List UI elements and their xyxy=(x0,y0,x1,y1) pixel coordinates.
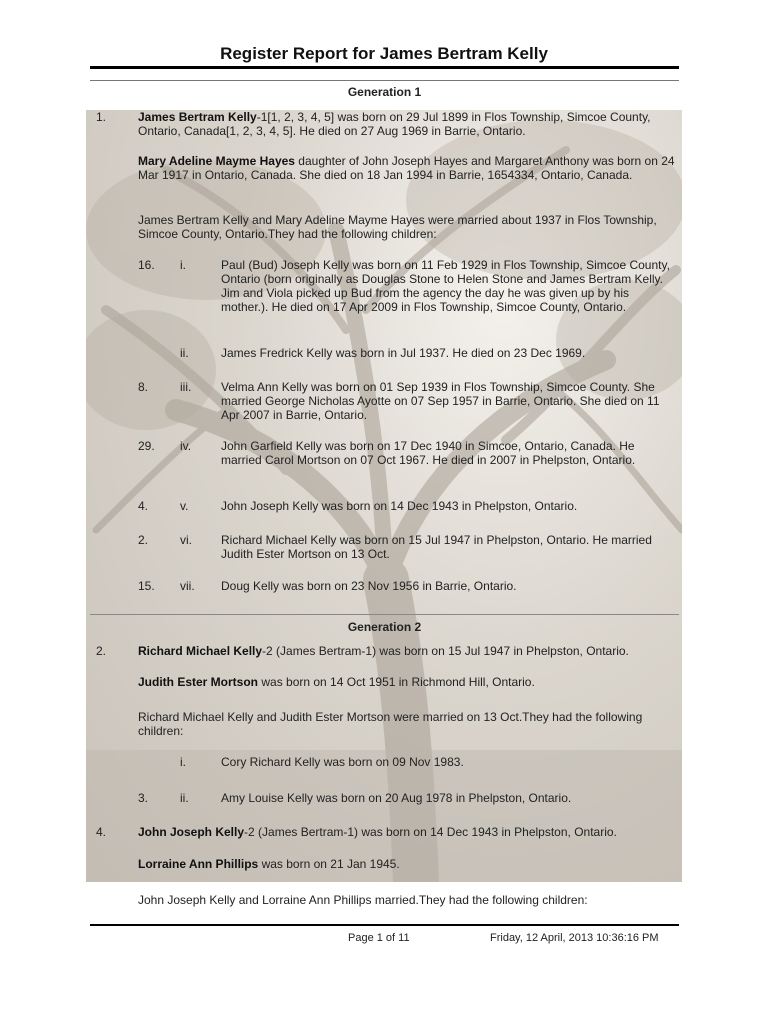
child-text: Doug Kelly was born on 23 Nov 1956 in Barrie, Ontario. xyxy=(221,579,517,593)
spouse-entry xyxy=(138,154,678,182)
person-details: -2 (James Bertram-1) was born on 15 Jul 1947 in Phelpston, Ontario. xyxy=(262,644,629,658)
child-roman: iii. xyxy=(180,380,192,394)
child-text: John Garfield Kelly was born on 17 Dec 1940 in Simcoe, Ontario, Canada. He married Carol Mortson on 07 Oct 1967. He died in 2007 in Phelpston, Ontario. xyxy=(221,439,636,467)
person-name: John Joseph Kelly xyxy=(138,825,245,839)
spouse-entry xyxy=(138,675,678,689)
person-entry xyxy=(138,825,678,839)
spouse-name: Judith Ester Mortson xyxy=(138,675,259,689)
child-number: 3. xyxy=(138,791,149,805)
marriage-text: James Bertram Kelly and Mary Adeline Mayme Hayes were married about 1937 in Flos Township, Simcoe County, Ontario.They had the following children: xyxy=(138,213,657,241)
child-text: Paul (Bud) Joseph Kelly was born on 11 Feb 1929 in Flos Township, Simcoe County, Ontario (born originally as Douglas Stone to Helen Stone and James Bertram Kelly. Jim and Viola picked up Bud from the agency the day he was given up by his mother.). He died on 17 Apr 2009 in Flos Township, Simcoe County, Ontario. xyxy=(221,258,670,314)
title-rule-thin xyxy=(90,80,679,81)
child-text: Richard Michael Kelly was born on 15 Jul 1947 in Phelpston, Ontario. He married Judith Ester Mortson on 13 Oct. xyxy=(221,533,652,561)
generation-1-heading: Generation 1 xyxy=(347,85,422,99)
person-name: Richard Michael Kelly xyxy=(138,644,263,658)
child-text: Amy Louise Kelly was born on 20 Aug 1978 in Phelpston, Ontario. xyxy=(221,791,572,805)
child-roman: i. xyxy=(180,755,186,769)
person-entry xyxy=(138,644,678,658)
person-name: James Bertram Kelly xyxy=(138,110,257,124)
child-number: 15. xyxy=(138,579,155,593)
person-details: -1[1, 2, 3, 4, 5] was born on 29 Jul 1899 in Flos Township, Simcoe County, Ontario, Canada[1, 2, 3, 4, 5]. He died on 27 Aug 1969 in Barrie, Ontario. xyxy=(138,110,651,138)
spouse-name: Mary Adeline Mayme Hayes xyxy=(138,154,295,168)
child-text: Velma Ann Kelly was born on 01 Sep 1939 in Flos Township, Simcoe County. She married George Nicholas Ayotte on 07 Sep 1957 in Barrie, Ontario. She died on 11 Apr 2007 in Barrie, Ontario. xyxy=(221,380,660,422)
report-date: Friday, 12 April, 2013 10:36:16 PM xyxy=(490,932,659,944)
child-roman: vi. xyxy=(180,533,192,547)
spouse-details: was born on 14 Oct 1951 in Richmond Hill, Ontario. xyxy=(258,675,535,689)
page-number: Page 1 of 11 xyxy=(348,932,410,944)
child-roman: v. xyxy=(180,499,189,513)
spouse-details: was born on 21 Jan 1945. xyxy=(258,857,400,871)
spouse-name: Lorraine Ann Phillips xyxy=(138,857,259,871)
child-number: 16. xyxy=(138,258,155,272)
child-text: Cory Richard Kelly was born on 09 Nov 1983. xyxy=(221,755,464,769)
child-roman: ii. xyxy=(180,346,189,360)
spouse-entry xyxy=(138,857,678,871)
generation-2-heading: Generation 2 xyxy=(347,620,422,634)
child-number: 29. xyxy=(138,439,155,453)
entry-number: 4. xyxy=(96,825,107,839)
child-number: 4. xyxy=(138,499,149,513)
child-roman: vii. xyxy=(180,579,195,593)
title-rule xyxy=(90,66,679,69)
entry-number: 2. xyxy=(96,644,107,658)
child-text: James Fredrick Kelly was born in Jul 1937. He died on 23 Dec 1969. xyxy=(221,346,586,360)
child-text: John Joseph Kelly was born on 14 Dec 1943 in Phelpston, Ontario. xyxy=(221,499,578,513)
child-roman: ii. xyxy=(180,791,189,805)
footer-rule xyxy=(90,924,679,926)
spouse-details: daughter of John Joseph Hayes and Margaret Anthony was born on 24 Mar 1917 in Ontario, Canada. She died on 18 Jan 1994 in Barrie, 1654334, Ontario, Canada. xyxy=(138,154,675,182)
person-details: -2 (James Bertram-1) was born on 14 Dec 1943 in Phelpston, Ontario. xyxy=(244,825,617,839)
page-title: Register Report for James Bertram Kelly xyxy=(220,44,548,63)
marriage-text: John Joseph Kelly and Lorraine Ann Phillips married.They had the following children: xyxy=(138,893,588,907)
child-number: 8. xyxy=(138,380,149,394)
generation-divider xyxy=(90,614,679,615)
child-roman: iv. xyxy=(180,439,192,453)
child-roman: i. xyxy=(180,258,186,272)
entry-number: 1. xyxy=(96,110,107,124)
child-number: 2. xyxy=(138,533,149,547)
person-entry xyxy=(138,110,678,138)
marriage-text: Richard Michael Kelly and Judith Ester Mortson were married on 13 Oct.They had the following children: xyxy=(138,710,643,738)
